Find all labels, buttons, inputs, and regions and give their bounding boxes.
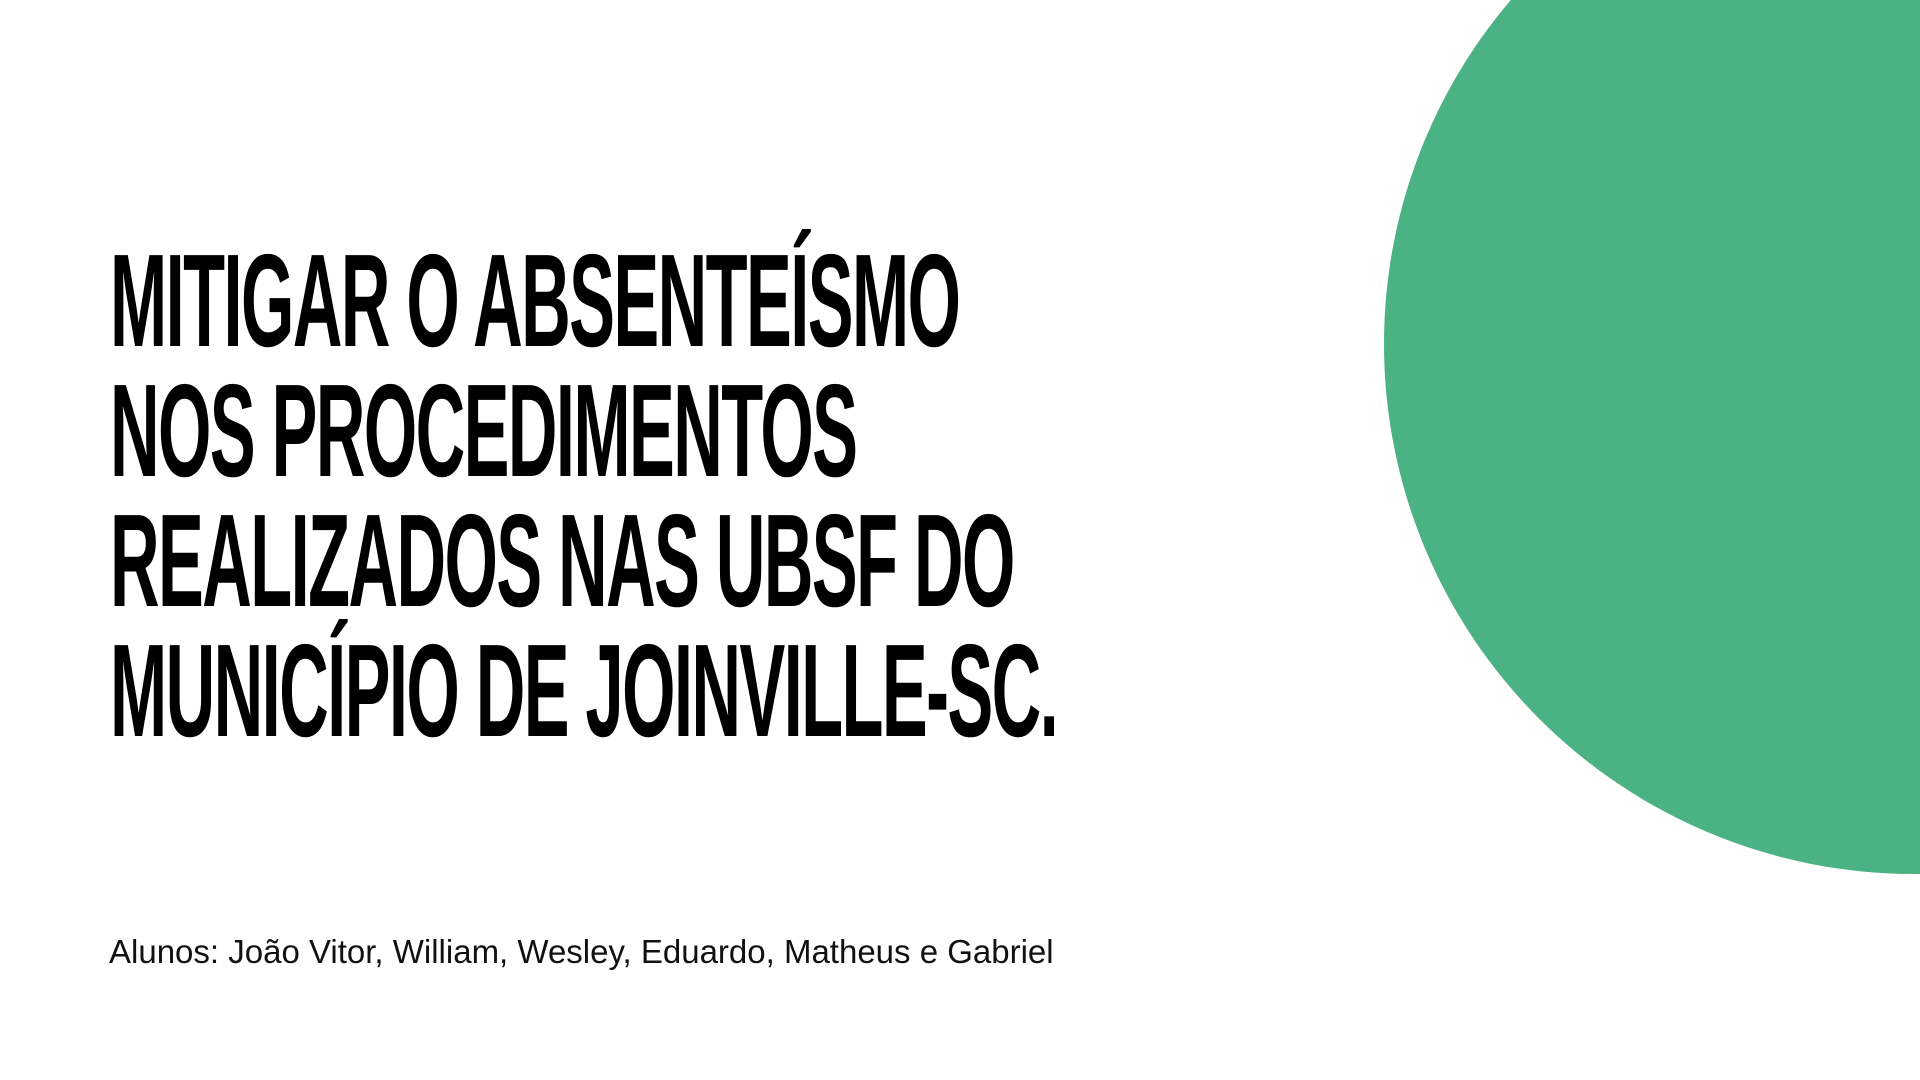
decorative-green-circle (1384, 0, 1920, 874)
students-list: Alunos: João Vitor, William, Wesley, Eduardo, Matheus e Gabriel (109, 933, 1054, 970)
title-line-3: REALIZADOS NAS UBSF DO (110, 487, 1014, 634)
title-line-1: MITIGAR O ABSENTEÍSMO (110, 227, 960, 374)
title-line-4: MUNICÍPIO DE JOINVILLE-SC. (110, 617, 1058, 764)
slide-title (110, 227, 1058, 764)
title-line-2: NOS PROCEDIMENTOS (110, 357, 857, 504)
